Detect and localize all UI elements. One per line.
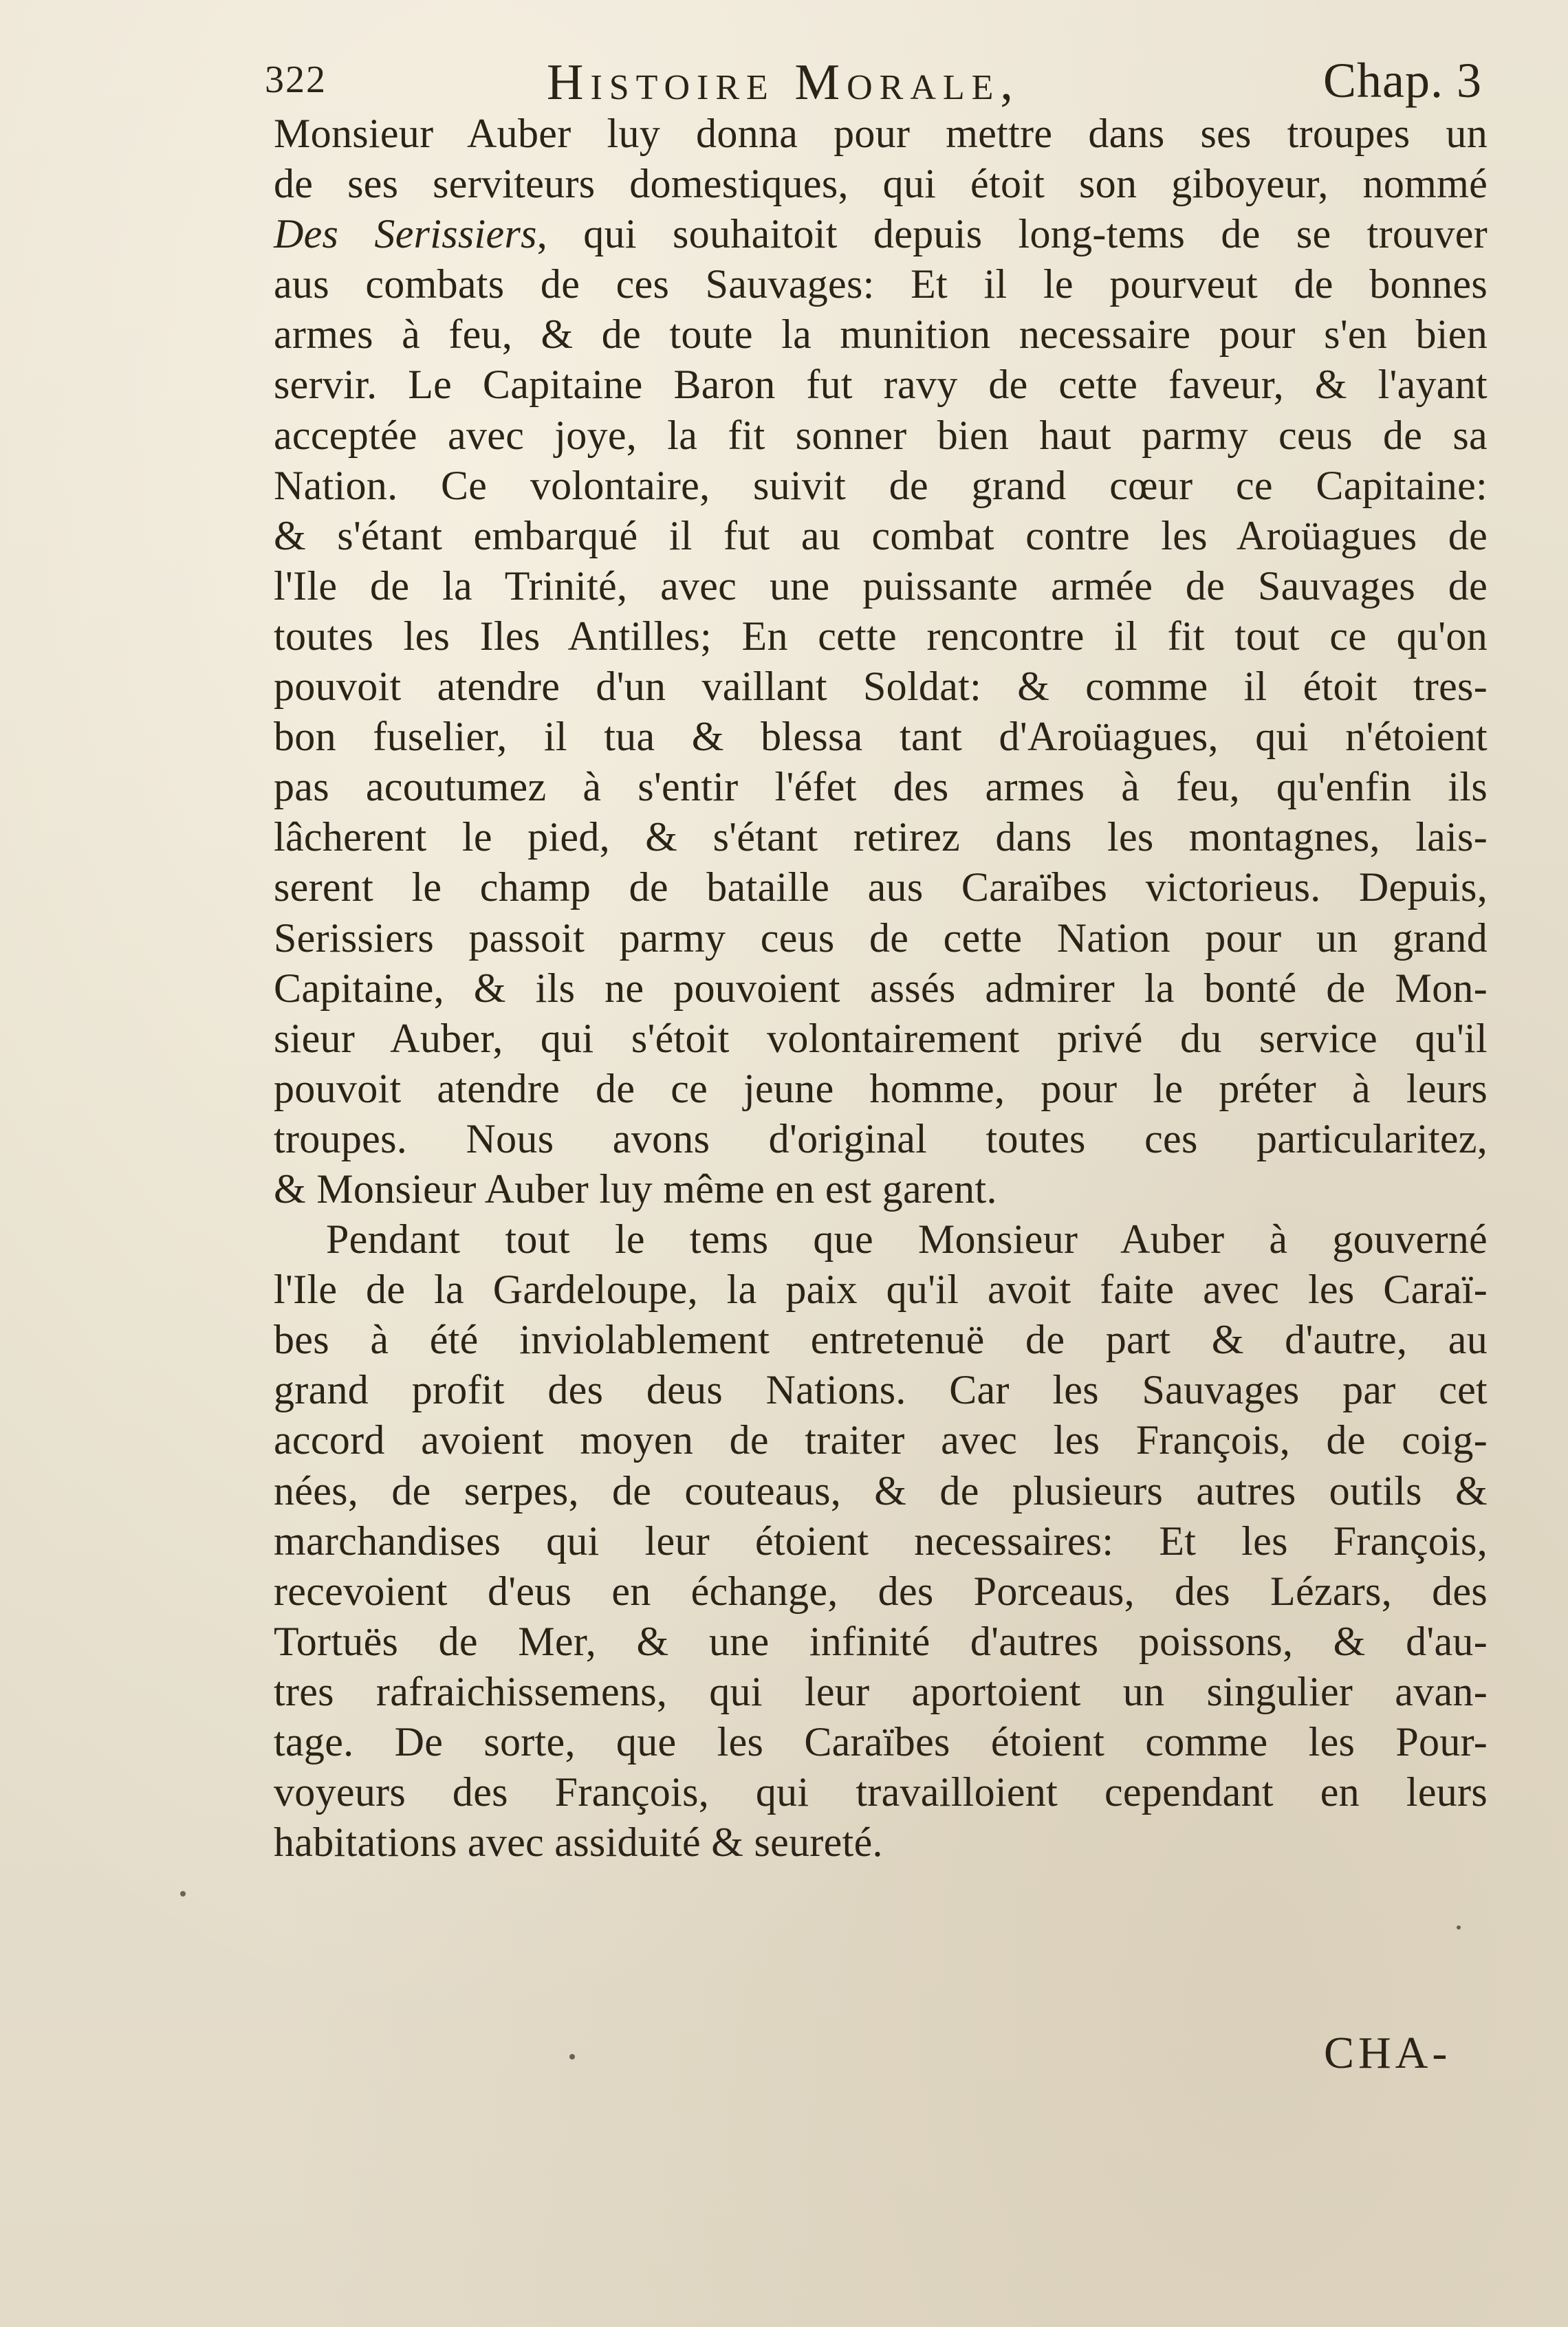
body-text: [274, 109, 1488, 1868]
page-header: [265, 48, 1482, 117]
ink-speck: [1457, 1925, 1461, 1930]
chapter-label: Chap. 3: [1323, 53, 1482, 108]
text-line: serent le champ de bataille aus Caraïbes victorieus. Depuis,: [274, 864, 1488, 910]
running-title: Histoire Morale,: [547, 54, 1020, 111]
ink-speck: [180, 1891, 186, 1897]
text-line-rest: , qui souhaitoit depuis long-tems de se trouver: [536, 211, 1488, 257]
text-line: l'Ile de la Trinité, avec une puissante armée de Sauvages de: [274, 562, 1488, 609]
ink-speck: [569, 2054, 575, 2060]
text-line: de ses serviteurs domestiques, qui étoit son giboyeur, nommé: [274, 161, 1488, 207]
text-line: accord avoient moyen de traiter avec les François, de coig-: [274, 1417, 1488, 1463]
text-line: lâcherent le pied, & s'étant retirez dans les montagnes, lais-: [274, 814, 1488, 860]
text-line: acceptée avec joye, la fit sonner bien haut parmy ceus de sa: [274, 412, 1488, 458]
text-line: & s'étant embarqué il fut au combat contre les Aroüagues de: [274, 512, 1488, 558]
text-line: tage. De sorte, que les Caraïbes étoient comme les Pour-: [274, 1719, 1488, 1765]
text-line: servir. Le Capitaine Baron fut ravy de cette faveur, & l'ayant: [274, 362, 1488, 408]
text-line: sieur Auber, qui s'étoit volontairement privé du service qu'il: [274, 1015, 1488, 1061]
text-line: troupes. Nous avons d'original toutes ces particularitez,: [274, 1115, 1488, 1161]
page-number: 322: [265, 58, 327, 101]
text-line: voyeurs des François, qui travailloient cependant en leurs: [274, 1769, 1488, 1815]
paragraph-2: [274, 1214, 1488, 1868]
text-line: nées, de serpes, de couteaus, & de plusieurs autres outils &: [274, 1467, 1488, 1514]
text-line: bon fuselier, il tua & blessa tant d'Aroüagues, qui n'étoient: [274, 714, 1488, 760]
text-line: grand profit des deus Nations. Car les Sauvages par cet: [274, 1367, 1488, 1413]
text-line: pas acoutumez à s'entir l'éfet des armes à feu, qu'enfin ils: [274, 764, 1488, 810]
text-line: armes à feu, & de toute la munition necessaire pour s'en bien: [274, 312, 1488, 358]
text-line: recevoient d'eus en échange, des Porceaus, des Lézars, des: [274, 1568, 1488, 1614]
text-line: habitations avec assiduité & seureté.: [274, 1820, 883, 1866]
text-line: toutes les Iles Antilles; En cette rencontre il fit tout ce qu'on: [274, 613, 1488, 659]
text-line: Serissiers passoit parmy ceus de cette Nation pour un grand: [274, 915, 1488, 961]
text-line: bes à été inviolablement entretenuë de part & d'autre, au: [274, 1317, 1488, 1363]
text-line: tres rafraichissemens, qui leur aportoient un singulier avan-: [274, 1668, 1488, 1714]
text-line: Nation. Ce volontaire, suivit de grand cœur ce Capitaine:: [274, 462, 1488, 508]
italic-proper-name: Des Serissiers: [274, 211, 537, 257]
text-line: l'Ile de la Gardeloupe, la paix qu'il avoit faite avec les Caraï-: [274, 1267, 1488, 1313]
text-line: marchandises qui leur étoient necessaires: Et les François,: [274, 1518, 1488, 1564]
text-line-with-name: [274, 209, 1488, 259]
text-line: aus combats de ces Sauvages: Et il le pourveut de bonnes: [274, 261, 1488, 307]
paragraph-1: [274, 109, 1488, 1214]
text-line: pouvoit atendre de ce jeune homme, pour le préter à leurs: [274, 1065, 1488, 1111]
text-line: Pendant tout le tems que Monsieur Auber à gouverné: [326, 1216, 1488, 1263]
text-line: Tortuës de Mer, & une infinité d'autres poissons, & d'au-: [274, 1618, 1488, 1664]
text-line: Monsieur Auber luy donna pour mettre dans ses troupes un: [274, 111, 1488, 156]
catchword: CHA-: [1324, 2028, 1452, 2078]
text-line: & Monsieur Auber luy même en est garent.: [274, 1166, 997, 1212]
text-line: pouvoit atendre d'un vaillant Soldat: & comme il étoit tres-: [274, 664, 1488, 710]
text-line: Capitaine, & ils ne pouvoient assés admirer la bonté de Mon-: [274, 965, 1488, 1011]
